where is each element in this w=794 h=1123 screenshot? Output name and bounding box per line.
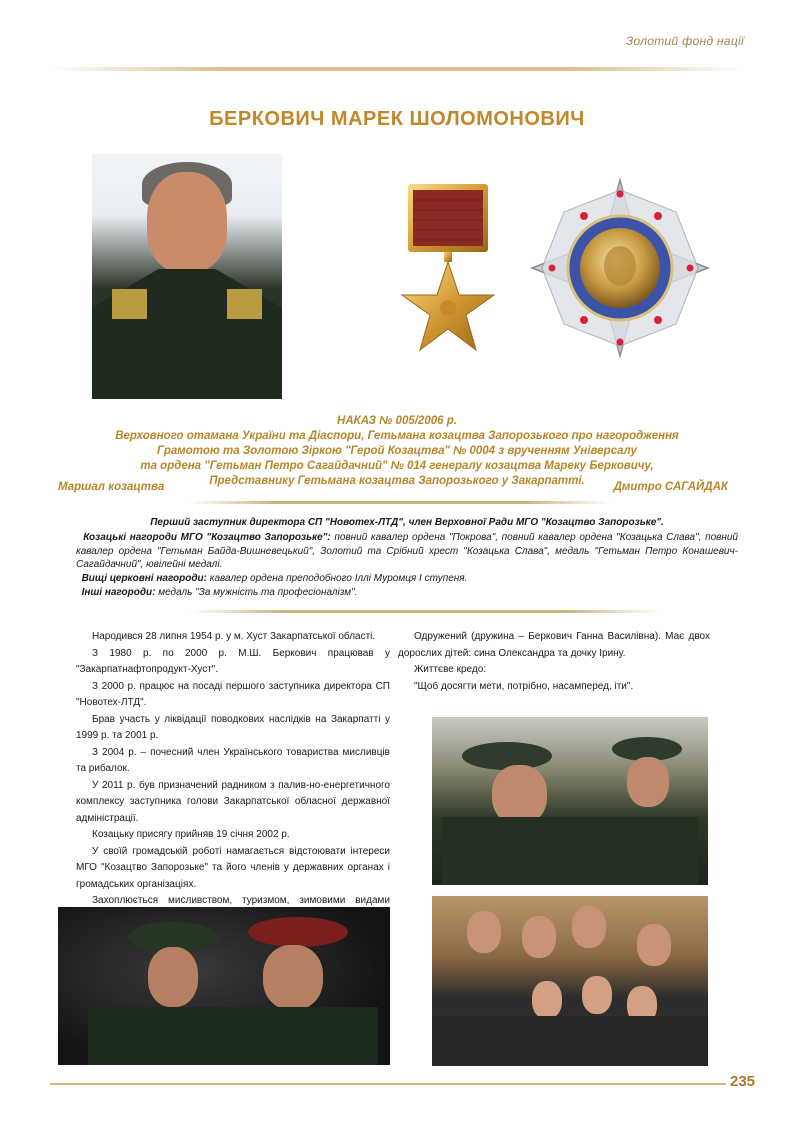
bio-paragraph: У 2011 р. був призначений радником з палив-но-енергетичного комплексу заступника голови Закарпатської обласної державної адміністрації.: [76, 779, 390, 824]
bio-paragraph: У своїй громадській роботі намагається відстоювати інтереси МГО "Козацтво Запорозьке" та його членів у державних органах і громадських організаціях.: [76, 845, 390, 890]
credo-label: Життєве кредо:: [414, 664, 487, 675]
page-title: БЕРКОВИЧ МАРЕК ШОЛОМОНОВИЧ: [209, 108, 585, 130]
cossack-awards: [76, 531, 738, 572]
bio-paragraph: Захоплюється мисливством, туризмом, зимовими видами: [92, 895, 390, 906]
credo-quote: "Щоб досягти мети, потрібно, насамперед, іти".: [414, 680, 634, 692]
bio-paragraph: Одружений (дружина – Беркович Ганна Василівна). Має двох дорослих дітей: сина Олександра та дочку Ірину.: [398, 631, 710, 659]
awards-divider-bottom: [190, 610, 660, 613]
decree-text: [60, 414, 734, 489]
bio-paragraph: З 2004 р. – почесний член Українського товариства мисливців та рибалок.: [76, 746, 390, 774]
biography-right-column: [398, 629, 710, 695]
page-number: 235: [730, 1073, 756, 1090]
church-awards: [76, 572, 738, 586]
position-line: Перший заступник директора СП "Новотех-ЛТД", член Верховної Ради МГО "Козацтво Запорозьке".: [150, 517, 664, 528]
footer-divider: [50, 1083, 726, 1085]
portrait-epaulette-left: [112, 289, 147, 319]
awards-block: [76, 516, 738, 600]
other-awards-text: медаль "За мужність та професіоналізм".: [155, 586, 358, 598]
award-ceremony-photo: [58, 907, 390, 1065]
sahaidachny-order: [528, 178, 713, 358]
decree-line: та ордена "Гетьман Петро Сагайдачний" № 014 генералу козацтва Мареку Берковичу,: [140, 460, 654, 472]
signatory-name: Дмитро САГАЙДАК: [613, 481, 728, 493]
cossack-awards-text: повний кавалер ордена "Покрова", повний кавалер ордена "Козацька Слава", повний кавалер ордена "Гетьман Байда-Вишневецький", Золотий та Срібний хрест "Козацька Слава", медаль "Гетьман Петро Конашевич-Сагайдачний", ювілейні медалі.: [76, 531, 738, 571]
bio-paragraph: З 2000 р. працює на посаді першого заступника директора СП "Новотех-ЛТД".: [76, 680, 390, 708]
running-header: Золотий фонд нації: [625, 34, 744, 48]
bio-paragraph: Брав участь у ліквідації поводкових наслідків на Закарпатті у 1999 р. та 2001 р.: [76, 713, 390, 741]
portrait-epaulette-right: [227, 289, 262, 319]
church-awards-label: Вищі церковні нагороди:: [81, 573, 207, 585]
cossack-awards-label: Козацькі нагороди МГО "Козацтво Запорозьке":: [83, 531, 331, 543]
family-photo: [432, 896, 708, 1066]
other-awards-label: Інші нагороди:: [81, 586, 156, 598]
decree-line: Верховного отамана України та Діаспори, Гетьмана козацтва Запорозького про нагородження: [115, 430, 679, 442]
church-awards-text: кавалер ордена преподобного Іллі Муромця І ступеня.: [207, 573, 468, 585]
bio-paragraph: З 1980 р. по 2000 р. М.Ш. Беркович працював у "Закарпатнафтопродукт-Хуст".: [76, 647, 390, 675]
biography-left-column: [76, 629, 390, 926]
other-awards: [76, 586, 738, 600]
portrait-photo: [92, 154, 282, 399]
awards-divider-top: [190, 501, 610, 504]
decree-line: НАКАЗ № 005/2006 р.: [337, 415, 457, 427]
portrait-face: [147, 172, 227, 272]
bio-paragraph: Козацьку присягу прийняв 19 січня 2002 р.: [92, 829, 290, 840]
decree-line: Представнику Гетьмана козацтва Запорозького у Закарпатті.: [209, 475, 585, 487]
group-photo-officers: [432, 717, 708, 885]
header-divider: [50, 67, 744, 71]
bio-paragraph: Народився 28 липня 1954 р. у м. Хуст Закарпатської області.: [92, 631, 376, 642]
decree-line: Грамотою та Золотою Зіркою "Герой Козацтва" № 0004 з врученням Універсалу: [157, 445, 637, 457]
gold-star-medal: [400, 180, 496, 360]
signatory-title: Маршал козацтва: [58, 481, 165, 493]
